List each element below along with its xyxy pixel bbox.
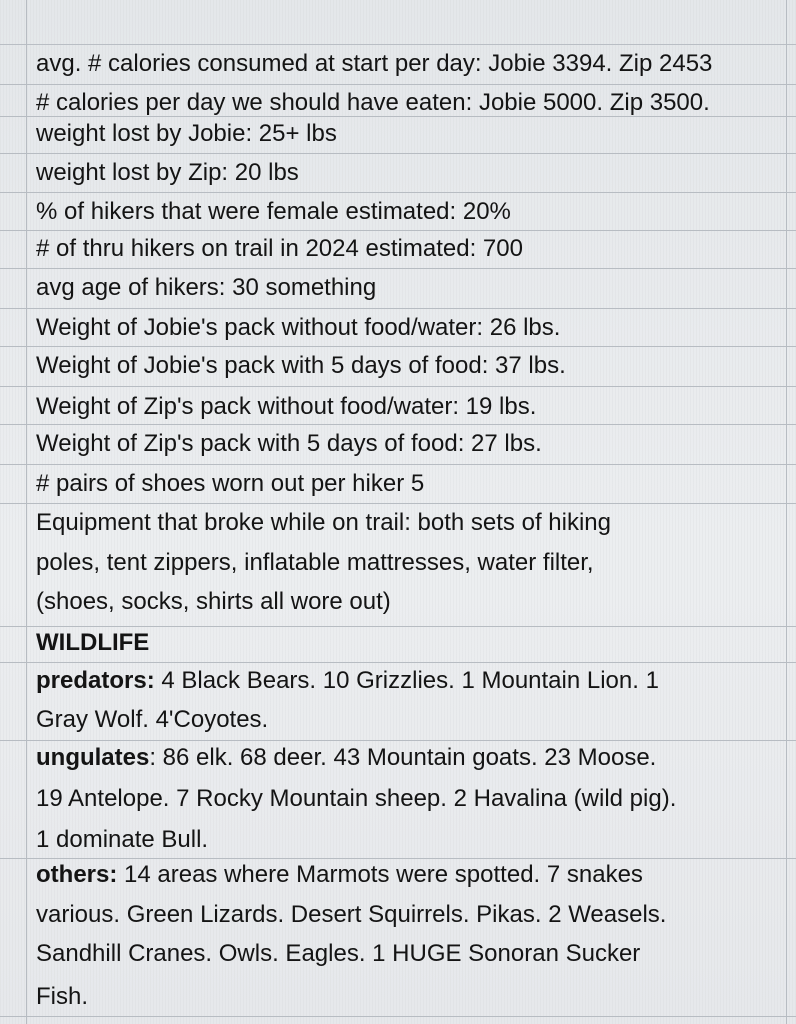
cell-row-5[interactable]: % of hikers that were female estimated: 20% xyxy=(36,198,511,225)
cell-row-11[interactable]: Weight of Zip's pack with 5 days of food: 27 lbs. xyxy=(36,430,542,457)
cell-row-13[interactable]: Equipment that broke while on trail: both sets of hiking xyxy=(36,509,611,536)
row-divider xyxy=(0,116,796,117)
row-divider xyxy=(0,1016,796,1017)
row-divider xyxy=(0,84,796,85)
cell-row-20[interactable]: 19 Antelope. 7 Rocky Mountain sheep. 2 Havalina (wild pig). xyxy=(36,785,677,812)
row-divider xyxy=(0,464,796,465)
row-divider xyxy=(0,662,796,663)
cell-row-15[interactable]: (shoes, socks, shirts all wore out) xyxy=(36,588,391,615)
row-divider xyxy=(0,386,796,387)
row-divider xyxy=(0,503,796,504)
row-divider xyxy=(0,626,796,627)
cell-row-4[interactable]: weight lost by Zip: 20 lbs xyxy=(36,159,299,186)
row-divider xyxy=(0,230,796,231)
cell-row-10[interactable]: Weight of Zip's pack without food/water: 19 lbs. xyxy=(36,393,537,420)
cell-row-8[interactable]: Weight of Jobie's pack without food/water: 26 lbs. xyxy=(36,314,561,341)
cell-row-18[interactable]: Gray Wolf. 4'Coyotes. xyxy=(36,706,269,733)
cell-row-19[interactable]: ungulates: 86 elk. 68 deer. 43 Mountain goats. 23 Moose. xyxy=(36,744,657,771)
cell-row-16[interactable] xyxy=(36,628,776,658)
row-divider xyxy=(0,268,796,269)
cell-row-22[interactable]: others: 14 areas where Marmots were spotted. 7 snakes xyxy=(36,861,643,888)
row-divider xyxy=(0,153,796,154)
label-others: others: xyxy=(36,861,118,888)
cell-row-2[interactable]: # calories per day we should have eaten: Jobie 5000. Zip 3500. xyxy=(36,89,710,116)
cell-row-14[interactable]: poles, tent zippers, inflatable mattresses, water filter, xyxy=(36,549,594,576)
cell-row-9[interactable]: Weight of Jobie's pack with 5 days of food: 37 lbs. xyxy=(36,352,566,379)
row-divider xyxy=(0,740,796,741)
row-divider xyxy=(0,424,796,425)
cell-row-17[interactable]: predators: 4 Black Bears. 10 Grizzlies. 1 Mountain Lion. 1 xyxy=(36,667,659,694)
cell-row-7[interactable]: avg age of hikers: 30 something xyxy=(36,274,377,301)
row-divider xyxy=(0,858,796,859)
row-divider xyxy=(0,346,796,347)
spreadsheet-top-row xyxy=(0,0,796,45)
cell-row-12[interactable]: # pairs of shoes worn out per hiker 5 xyxy=(36,470,425,497)
cell-row-23[interactable]: various. Green Lizards. Desert Squirrels. Pikas. 2 Weasels. xyxy=(36,901,667,928)
row-divider xyxy=(0,308,796,309)
cell-row-1[interactable]: avg. # calories consumed at start per day: Jobie 3394. Zip 2453 xyxy=(36,50,713,77)
cell-row-3[interactable]: weight lost by Jobie: 25+ lbs xyxy=(36,120,337,147)
cell-row-25[interactable]: Fish. xyxy=(36,983,89,1010)
cell-row-24[interactable]: Sandhill Cranes. Owls. Eagles. 1 HUGE Sonoran Sucker xyxy=(36,940,641,967)
cell-row-21[interactable]: 1 dominate Bull. xyxy=(36,826,209,853)
row-divider xyxy=(0,192,796,193)
label-predators: predators: xyxy=(36,667,155,694)
section-heading-wildlife: WILDLIFE xyxy=(36,629,150,656)
label-ungulates: ungulates xyxy=(36,744,150,771)
cell-row-6[interactable]: # of thru hikers on trail in 2024 estimated: 700 xyxy=(36,235,523,262)
